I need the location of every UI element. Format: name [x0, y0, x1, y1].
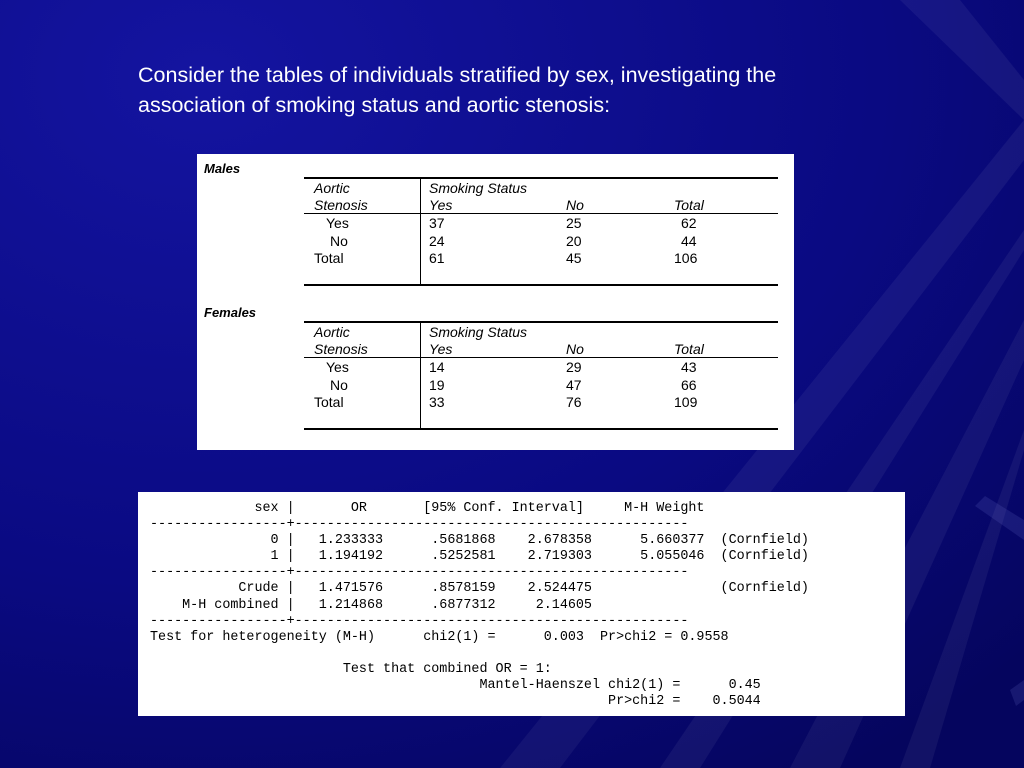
output-line: -----------------+------------------------------------------------- — [150, 565, 689, 581]
table-divider — [420, 177, 421, 285]
output-line: 0 | 1.233333 .5681868 2.678358 5.660377 (Cornfield) — [150, 533, 809, 549]
heading-line-1: Consider the tables of individuals stratified by sex, investigating the — [138, 63, 777, 87]
table-cell: 20 — [566, 233, 582, 249]
row-header-line-1: Aortic — [314, 324, 350, 340]
col-header-total: Total — [674, 341, 704, 357]
output-line: Mantel-Haenszel chi2(1) = 0.45 — [150, 678, 761, 694]
contingency-tables-panel — [197, 154, 794, 450]
output-line: -----------------+------------------------------------------------- — [150, 613, 689, 629]
col-header-total: Total — [674, 197, 704, 213]
table-bottom-rule — [304, 284, 778, 286]
females-table — [304, 321, 778, 431]
table-cell: 14 — [429, 359, 445, 375]
col-header-yes: Yes — [429, 341, 453, 357]
col-group-header: Smoking Status — [429, 180, 528, 196]
row-label-no: No — [330, 377, 348, 393]
header-rule — [304, 213, 778, 214]
row-label-yes: Yes — [326, 215, 349, 231]
table-top-rule — [304, 321, 778, 323]
row-label-yes: Yes — [326, 359, 349, 375]
row-header-line-2: Stenosis — [314, 341, 368, 357]
table-cell: 106 — [674, 250, 698, 266]
heading-line-2: association of smoking status and aortic stenosis: — [138, 93, 611, 117]
table-cell: 66 — [681, 377, 697, 393]
col-header-no: No — [566, 197, 584, 213]
table-bottom-rule — [304, 428, 778, 430]
row-label-total: Total — [314, 394, 344, 410]
males-title: Males — [204, 161, 241, 176]
table-divider — [420, 321, 421, 429]
table-cell: 62 — [681, 215, 697, 231]
table-cell: 109 — [674, 394, 698, 410]
table-cell: 33 — [429, 394, 445, 410]
table-cell: 19 — [429, 377, 445, 393]
output-line: 1 | 1.194192 .5252581 2.719303 5.055046 (Cornfield) — [150, 549, 809, 565]
row-header-line-1: Aortic — [314, 180, 350, 196]
row-header-line-2: Stenosis — [314, 197, 368, 213]
output-line: Crude | 1.471576 .8578159 2.524475 (Cornfield) — [150, 581, 809, 597]
table-cell: 61 — [429, 250, 445, 266]
row-label-no: No — [330, 233, 348, 249]
output-line: -----------------+------------------------------------------------- — [150, 517, 689, 533]
table-cell: 44 — [681, 233, 697, 249]
output-line: Pr>chi2 = 0.5044 — [150, 694, 761, 710]
row-label-total: Total — [314, 250, 344, 266]
slide-heading — [138, 60, 928, 120]
header-rule — [304, 357, 778, 358]
output-line: sex | OR [95% Conf. Interval] M-H Weight — [150, 501, 705, 516]
table-cell: 45 — [566, 250, 582, 266]
table-cell: 24 — [429, 233, 445, 249]
table-cell: 29 — [566, 359, 582, 375]
stata-output-panel — [138, 492, 905, 716]
table-cell: 37 — [429, 215, 445, 231]
output-line: Test that combined OR = 1: — [150, 661, 552, 677]
females-title: Females — [204, 305, 257, 320]
col-group-header: Smoking Status — [429, 324, 528, 340]
output-line: M-H combined | 1.214868 .6877312 2.14605 — [150, 597, 592, 613]
table-top-rule — [304, 177, 778, 179]
table-cell: 76 — [566, 394, 582, 410]
col-header-yes: Yes — [429, 197, 453, 213]
stata-output-text — [138, 492, 905, 710]
table-cell: 47 — [566, 377, 582, 393]
table-cell: 43 — [681, 359, 697, 375]
males-table — [304, 177, 778, 287]
col-header-no: No — [566, 341, 584, 357]
output-line: Test for heterogeneity (M-H) chi2(1) = 0.003 Pr>chi2 = 0.9558 — [150, 629, 729, 645]
table-cell: 25 — [566, 215, 582, 231]
